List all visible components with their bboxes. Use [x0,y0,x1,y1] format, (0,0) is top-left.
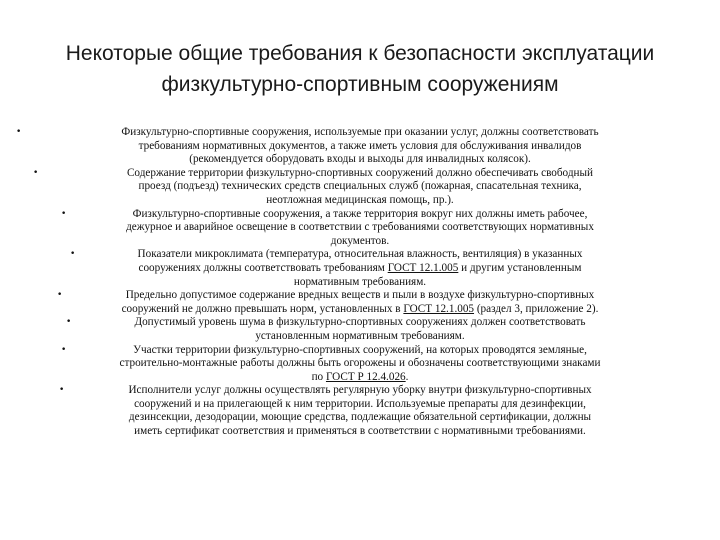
line-text: Допустимый уровень шума в физкультурно-спортивных сооружениях должен соответствовать [134,316,586,329]
requirements-list [16,126,698,439]
list-item-line [22,126,698,140]
line-text: строительно-монтажные работы должны быть огорожены и обозначены соответствующими знаками [119,357,601,370]
page-title [20,38,700,100]
bullet-icon: • [59,385,65,396]
list-item [22,344,698,385]
line-text-after-link: (раздел 3, приложение 2). [474,302,599,315]
bullet-icon: • [61,344,67,355]
title-line: Некоторые общие требования к безопасности эксплуатации [65,42,655,65]
line-text: Предельно допустимое содержание вредных веществ и пыли в воздухе физкультурно-спортивных [125,289,595,302]
list-item-line [22,248,698,262]
line-text: документов. [330,234,390,247]
list-item-line [22,384,698,398]
list-item-line [22,411,698,425]
list-item [22,384,698,438]
line-text: сооружений и на прилегающей к ним территории. Используемые препараты для дезинфекции, [134,397,586,410]
list-item-line [22,221,698,235]
list-item-line [22,303,698,317]
bullet-icon: • [33,167,39,178]
gost-link[interactable]: ГОСТ Р 12.4.026 [325,370,406,383]
list-item-line [22,425,698,439]
line-text: дежурное и аварийное освещение в соответствии с требованиями соответствующих нормативных [126,221,594,234]
list-item-line [22,344,698,358]
list-item-line [22,330,698,344]
line-text: неотложная медицинская помощь, пр.). [266,193,454,206]
bullet-icon: • [57,290,63,301]
line-text: требованиям нормативных документов, а также иметь условия для обслуживания инвалидов [138,139,582,152]
line-text: Содержание территории физкультурно-спортивных сооружений должно обеспечивать свободный [126,166,594,179]
list-item-line [22,316,698,330]
line-text: сооружений не должно превышать норм, установленных в [121,302,401,315]
line-text: дезинсекции, дезодорации, моющие средства, подлежащие обязательной сертификации, должны [128,411,592,424]
gost-link[interactable]: ГОСТ 12.1.005 [403,302,475,315]
title-line: физкультурно-спортивным сооружениям [161,73,559,96]
list-item-line [22,276,698,290]
line-text: установленным нормативным требованиям. [255,329,465,342]
list-item [22,289,698,316]
list-item-line [22,153,698,167]
line-text: проезд (подъезд) технических средств специальных служб (пожарная, спасательная техника, [138,180,582,193]
list-item [22,248,698,289]
list-item-line [22,289,698,303]
list-item-line [22,371,698,385]
bullet-icon: • [70,249,76,260]
list-item-line [22,140,698,154]
list-item-line [22,262,698,276]
gost-link[interactable]: ГОСТ 12.1.005 [387,261,459,274]
list-item [22,167,698,208]
bullet-icon: • [66,317,72,328]
line-text: Показатели микроклимата (температура, относительная влажность, вентиляция) в указанных [137,248,583,261]
line-text: Участки территории физкультурно-спортивных сооружений, на которых проводятся земляные, [133,343,587,356]
line-text-after-link: . [405,370,409,383]
line-text: Исполнители услуг должны осуществлять регулярную уборку внутри физкультурно-спортивных [128,384,592,397]
line-text: (рекомендуется оборудовать входы и выходы для инвалидных колясок). [189,153,531,166]
list-item [16,126,698,167]
list-item-line [22,398,698,412]
line-text: Физкультурно-спортивные сооружения, используемые при оказании услуг, должны соответствовать [121,126,599,138]
bullet-icon: • [16,127,22,137]
list-item-line [22,180,698,194]
line-text-after-link: и другим установленным [458,261,582,274]
line-text: иметь сертификат соответствия и применяться в соответствии с нормативными требованиями. [134,425,586,438]
line-text: сооружениях должны соответствовать требованиям [138,261,385,274]
list-item-line [22,357,698,371]
line-text: по [311,370,324,383]
list-item-line [22,235,698,249]
line-text: нормативным требованиям. [293,275,427,288]
list-item-line [22,194,698,208]
bullet-icon: • [61,208,67,219]
list-item [22,208,698,249]
list-item-line [22,208,698,222]
line-text: Физкультурно-спортивные сооружения, а также территория вокруг них должны иметь рабочее, [132,207,588,220]
list-item [22,316,698,343]
list-item-line [22,167,698,181]
